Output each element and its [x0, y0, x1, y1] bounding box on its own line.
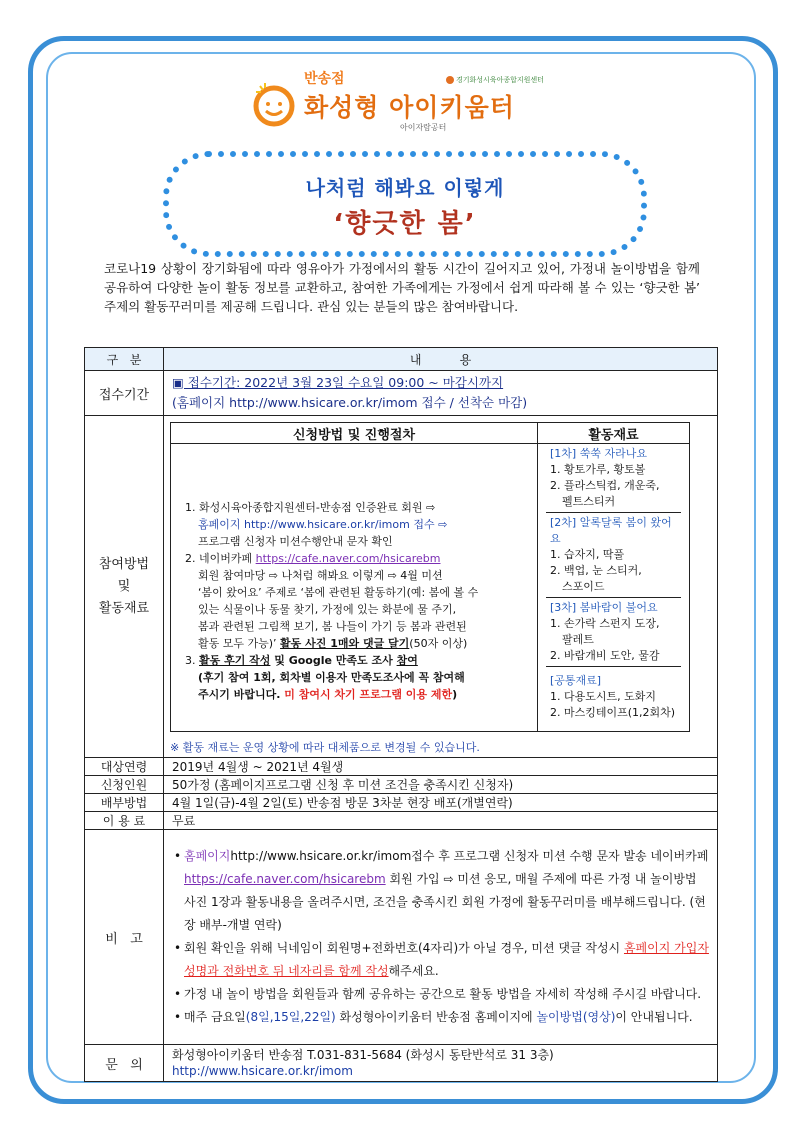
title-line1: 나처럼 해봐요 이렇게	[305, 176, 505, 200]
remark-1	[184, 845, 709, 937]
reception-period: ▣ 접수기간: 2022년 3월 23일 수요일 09:00 ~ 마감시까지	[172, 375, 504, 390]
remark4-video: 놀이방법(영상)	[536, 1010, 616, 1024]
week1-item2b: 펠트스티커	[562, 495, 616, 508]
materials-week3	[546, 598, 681, 667]
step2-line1	[185, 550, 523, 567]
materials-common	[546, 667, 681, 731]
intro-paragraph: 코로나19 상황이 장기화됨에 따라 영유아가 가정에서의 활동 시간이 길어지고 있어, 가정내 놀이방법을 함께 공유하여 다양한 놀이 활동 정보를 교환하고, 참여한 가족에게는 가정에서 쉽게 따라해 볼 수 있는 ‘향긋한 봄’ 주제의 활동꾸러미를 제공해 드립니다. 관심 있는 분들의 많은 참여바랍니다.	[104, 261, 700, 314]
remark-3: • 가정 내 놀이 방법을 회원들과 함께 공유하는 공간으로 활동 방법을 자세히 작성해 주시길 바랍니다.	[184, 983, 709, 1006]
logo-branch-label: 반송점	[304, 71, 345, 87]
remarks-label: 비 고	[85, 830, 164, 1045]
remark2-emphasis: 홈페이지 가입자 성명과 전화번호 뒤 네자리를 함께 작성	[184, 941, 709, 978]
step1-line2[interactable]	[185, 516, 523, 533]
distribution-label: 배부방법	[85, 794, 164, 812]
week2-item1: 1. 습자지, 딱풀	[550, 548, 625, 561]
materials-week2	[546, 513, 681, 598]
common-item1: 1. 다용도시트, 도화지	[550, 690, 656, 703]
step3-line3	[185, 686, 523, 703]
step3-prefix: 3.	[185, 653, 199, 667]
materials-list	[538, 444, 690, 732]
row-age	[85, 758, 718, 776]
center-tag	[446, 75, 544, 85]
step1-line1: 1. 화성시육아종합지원센터-반송점 인증완료 회원 ⇨	[185, 500, 436, 514]
common-title: [공통재료]	[550, 674, 602, 687]
remark1-homepage[interactable]: 홈페이지	[184, 849, 231, 863]
step2-cafe-link[interactable]: https://cafe.naver.com/hsicarebm	[255, 551, 441, 565]
step3-warning: 미 참여시 차기 프로그램 이용 제한	[284, 687, 453, 701]
fee-label: 이 용 료	[85, 812, 164, 830]
step3-review: 활동 후기 작성	[199, 653, 271, 667]
materials-week1	[546, 444, 681, 513]
row-capacity	[85, 776, 718, 794]
logo-subtitle: 아이자람공터	[400, 123, 447, 132]
row-fee	[85, 812, 718, 830]
step2-emphasis: 활동 사진 1매와 댓글 달기	[280, 636, 410, 650]
step1-line3: 프로그램 신청자 미션수행안내 문자 확인	[198, 534, 393, 548]
step2-prefix: 2. 네이버카페	[185, 551, 256, 565]
center-logo-icon	[446, 76, 454, 84]
remarks-content	[164, 830, 718, 1045]
capacity-value: 50가정 (홈페이지프로그램 신청 후 미션 조건을 충족시킨 신청자)	[164, 776, 718, 794]
center-tag-label: 경기화성시육아종합지원센터	[456, 76, 544, 84]
step2-line2: 회원 참여마당 ⇨ 나처럼 해봐요 이렇게 ⇨ 4월 미션	[198, 568, 443, 582]
row-participation	[85, 416, 718, 758]
remark2-text2: 해주세요.	[388, 964, 439, 978]
step1-homepage-link[interactable]: 홈페이지 http://www.hsicare.or.kr/imom 접수 ⇨	[198, 517, 448, 531]
step2-line4: 있는 식물이나 동물 찾기, 가정에 있는 화분에 물 주기,	[198, 602, 457, 616]
remark1-cafe-link[interactable]: https://cafe.naver.com/hsicarebm	[184, 872, 386, 886]
reception-method[interactable]: (홈페이지 http://www.hsicare.or.kr/imom 접수 / 선착순 마감)	[172, 395, 528, 410]
contact-url[interactable]: http://www.hsicare.or.kr/imom	[172, 1064, 353, 1078]
smile-face-icon	[250, 80, 298, 128]
row-contact	[85, 1045, 718, 1082]
week1-item1: 1. 황토가루, 황토볼	[550, 463, 646, 476]
contact-label: 문 의	[85, 1045, 164, 1082]
title-line2: ‘향긋한 봄’	[333, 209, 477, 239]
reception-label: 접수기간	[85, 371, 164, 416]
logo-title: 화성형 아이키움터	[304, 93, 515, 122]
procedure-table	[170, 422, 690, 732]
remark-4	[184, 1006, 709, 1029]
remark4-text1: 매주 금요일	[184, 1010, 246, 1024]
title-box	[163, 151, 647, 257]
step2-line5: 봄과 관련된 그림책 보기, 봄 나들이 가기 등 봄과 관련된	[198, 619, 467, 633]
logo	[250, 62, 550, 142]
row-remarks	[85, 830, 718, 1045]
remark1-text2: 회원 가입 ⇨ 미션 응모, 매월 주제에 따른 가정 내 놀이방법 사진 1장과 활동내용을 올려주시면, 조건을 충족시킨 회원 가정에 활동꾸러미를 배부해드립니다. (현장 배부-개별 연락)	[184, 872, 706, 932]
age-value: 2019년 4월생 ~ 2021년 4월생	[164, 758, 718, 776]
remark4-text2: 화성형아이키움터 반송점 홈페이지에	[335, 1010, 537, 1024]
table-header-row	[85, 348, 718, 371]
week3-item2: 2. 바람개비 도안, 물감	[550, 649, 660, 662]
contact-address: 화성형아이키움터 반송점 T.031-831-5684 (화성시 동탄반석로 31 3층)	[172, 1048, 554, 1062]
distribution-value: 4월 1일(금)-4월 2일(토) 반송점 방문 3차분 현장 배포(개별연락)	[164, 794, 718, 812]
header-content: 내 용	[164, 348, 718, 371]
week1-title: [1차] 쑥쑥 자라나요	[550, 447, 647, 460]
step2-line3: ‘봄이 왔어요’ 주제로 ‘봄에 관련된 활동하기(예: 봄에 볼 수	[198, 585, 479, 599]
procedure-header: 신청방법 및 진행절차	[171, 423, 538, 444]
remark-2	[184, 937, 709, 983]
step3-line1	[185, 652, 523, 669]
participation-label	[85, 416, 164, 758]
header-label: 구 분	[85, 348, 164, 371]
remark1-text1: http://www.hsicare.or.kr/imom접수 후 프로그램 신청자 미션 수행 문자 발송 네이버카페	[230, 849, 709, 863]
step3-survey: 및 Google 만족도 조사	[270, 653, 397, 667]
week2-item2: 2. 백업, 눈 스티커,	[550, 564, 642, 577]
week3-item1b: 팔레트	[562, 633, 594, 646]
step3-request: 주시기 바랍니다.	[198, 687, 285, 701]
participation-label-2: 및	[117, 578, 131, 594]
step2-note: (50자 이상)	[409, 636, 468, 650]
week2-item2b: 스포이드	[562, 580, 605, 593]
remark4-text3: 이 안내됩니다.	[615, 1010, 693, 1024]
remark4-dates: (8일,15일,22일)	[245, 1010, 336, 1024]
participation-label-3: 활동재료	[98, 600, 150, 616]
fee-value: 무료	[164, 812, 718, 830]
week1-item2: 2. 플라스틱컵, 개운죽,	[550, 479, 660, 492]
common-item2: 2. 마스킹테이프(1,2회차)	[550, 706, 676, 719]
materials-note: ※ 활동 재료는 운영 상황에 따라 대체품으로 변경될 수 있습니다.	[170, 741, 480, 754]
week3-item1: 1. 손가락 스펀지 도장,	[550, 617, 660, 630]
procedure-steps	[171, 444, 538, 732]
step3-close: )	[452, 687, 458, 701]
step3-line2: (후기 참여 1회, 회차별 이용자 만족도조사에 꼭 참여해	[198, 670, 465, 684]
step2-activity: 활동 모두 가능)’	[198, 636, 281, 650]
remark2-text1: 회원 확인을 위해 닉네임이 회원명+전화번호(4자리)가 아닐 경우, 미션 댓글 작성시	[184, 941, 624, 955]
row-distribution	[85, 794, 718, 812]
step3-join: 참여	[396, 653, 418, 667]
info-table	[84, 347, 718, 1082]
capacity-label: 신청인원	[85, 776, 164, 794]
step2-line6	[185, 635, 523, 652]
participation-label-1: 참여방법	[98, 556, 150, 572]
row-reception	[85, 371, 718, 416]
week2-title: [2차] 알록달록 봄이 왔어요	[550, 516, 672, 545]
age-label: 대상연령	[85, 758, 164, 776]
week3-title: [3차] 봄바람이 불어요	[550, 601, 658, 614]
materials-header: 활동재료	[538, 423, 690, 444]
